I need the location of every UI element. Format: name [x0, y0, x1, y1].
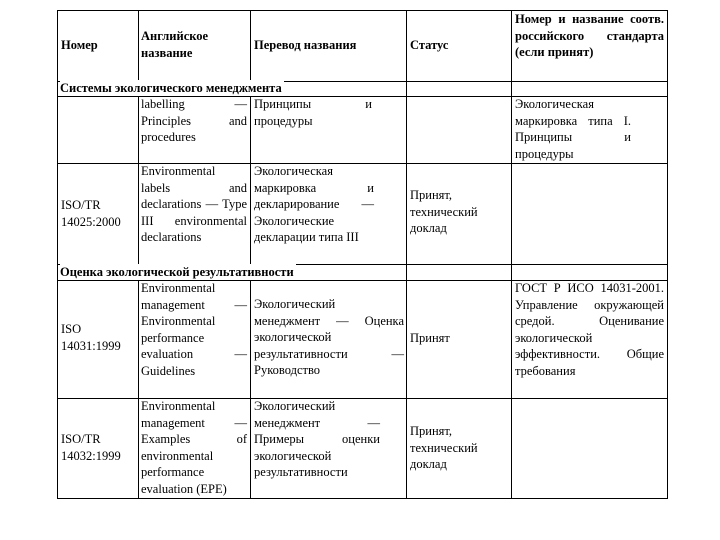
- cell-number: ISO 14031:1999: [61, 322, 121, 353]
- column-divider: [511, 10, 512, 498]
- cell-status: Принят, технический доклад: [410, 424, 478, 472]
- cell-translation: Принципы и процедуры: [254, 97, 372, 128]
- cell-number: ISO/TR 14025:2000: [61, 198, 121, 229]
- header-number: Номер: [61, 38, 98, 52]
- cell-english: Environmental labels and declarations — Type III environmental declarations: [141, 164, 247, 245]
- cell-translation: Экологическая маркировка и декларирование — Экологические декларации типа III: [254, 164, 374, 245]
- cell-translation: Экологический менеджмент — Примеры оценки экологической результативности: [254, 399, 380, 480]
- cell-status: Принят: [410, 331, 450, 345]
- header-english: Английское название: [141, 29, 209, 60]
- section-title: Системы экологического менеджмента: [60, 81, 282, 95]
- cell-english: labelling — Principles and procedures: [141, 97, 247, 145]
- cell-number: ISO/TR 14032:1999: [61, 432, 121, 463]
- header-translation: Перевод названия: [254, 38, 357, 52]
- standards-table: [57, 10, 668, 499]
- header-status: Статус: [410, 38, 449, 52]
- cell-russian: ГОСТ Р ИСО 14031-2001. Управление окружающей средой. Оценивание экологической эффективности. Общие требования: [515, 281, 664, 378]
- header-russian: Номер и название соотв. российского стандарта (если принят): [515, 12, 664, 60]
- section-title: Оценка экологической результативности: [60, 265, 294, 279]
- cell-status: Принят, технический доклад: [410, 188, 478, 236]
- cell-english: Environmental management — Environmental performance evaluation — Guidelines: [141, 281, 247, 378]
- cell-russian: Экологическая маркировка типа I. Принципы и процедуры: [515, 97, 631, 161]
- column-divider: [406, 10, 407, 498]
- cell-english: Environmental management — Examples of environmental performance evaluation (EPE): [141, 399, 247, 496]
- cell-translation: Экологический менеджмент — Оценка экологической результативности — Руководство: [254, 297, 404, 378]
